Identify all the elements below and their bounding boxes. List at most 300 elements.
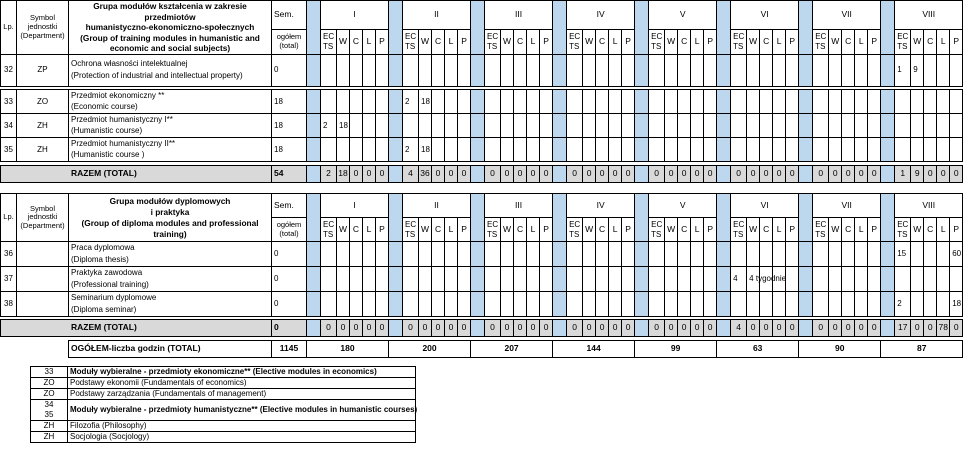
hour-type-header: P [950,30,963,54]
hours-cell [813,242,829,267]
hours-cell [691,113,704,137]
text-line: (Economic course) [71,102,138,112]
hours-cell [403,267,419,292]
blue-spacer [307,242,321,267]
blue-spacer [307,267,321,292]
hours-cell [622,267,635,292]
hours-cell [760,242,773,267]
ec-ts-header [813,30,829,54]
hour-type-header: P [786,218,799,242]
hour-type-header: C [842,30,855,54]
hours-cell [432,137,445,161]
text-line: TS [733,41,744,51]
total-cell: 17 [895,320,911,337]
text-line: TS [733,229,744,239]
hours-cell [540,113,553,137]
total-cell: 0 [337,320,350,337]
hour-type-header: W [829,30,842,54]
hour-type-header: P [786,30,799,54]
semester-header: IV [567,194,635,218]
row-department: ZP [17,54,69,86]
hours-cell [445,267,458,292]
semester-total: 207 [471,341,553,358]
semester-header: III [485,194,553,218]
text-line: TS [897,229,908,239]
hours-cell [813,113,829,137]
text-line: (Diploma thesis) [71,255,129,265]
hours-cell [678,267,691,292]
hours-cell [567,54,583,86]
hours-cell [458,292,471,317]
hours-cell [350,89,363,113]
sem-header: Sem. [272,1,307,30]
total-cell: 0 [760,320,773,337]
total-cell: 0 [609,320,622,337]
hour-type-header: P [868,218,881,242]
hours-cell [458,267,471,292]
hours-cell [485,54,501,86]
text-line: EC [815,219,827,229]
total-cell: 0 [760,166,773,183]
hours-cell [731,242,747,267]
total-cell: 0 [514,166,527,183]
ec-ts-header [567,218,583,242]
hours-cell [760,292,773,317]
hours-cell [363,89,376,113]
text-line: (Department) [20,220,65,230]
grand-total-value: 1145 [272,341,307,358]
blue-spacer [553,194,567,242]
hours-cell [485,113,501,137]
hours-cell: 4 [731,267,747,292]
hours-cell [501,267,514,292]
hours-cell [731,89,747,113]
blue-spacer [635,113,649,137]
text-line: Ochrona własności intelektualnej [71,59,188,69]
blue-spacer [553,267,567,292]
hours-cell [747,113,760,137]
total-cell: 0 [501,320,514,337]
hour-type-header: W [665,218,678,242]
hours-cell [842,267,855,292]
text-line: economic and social subjects) [109,43,231,53]
ec-ts-header [649,30,665,54]
blue-spacer [635,1,649,55]
hours-cell [527,113,540,137]
total-cell: 0 [813,320,829,337]
blue-spacer [471,242,485,267]
total-cell: 0 [485,166,501,183]
total-cell: 0 [376,320,389,337]
blue-spacer [635,194,649,242]
hours-cell [665,113,678,137]
hours-cell [540,292,553,317]
hours-cell [786,267,799,292]
row-department: ZH [17,113,69,137]
hours-cell [760,54,773,86]
module-name [69,137,272,161]
text-line: TS [405,41,416,51]
hour-type-header: P [704,218,717,242]
total-cell: 0 [691,320,704,337]
hours-cell [567,89,583,113]
hours-cell [458,137,471,161]
hours-cell [786,137,799,161]
blue-spacer [471,320,485,337]
hour-type-header: L [691,218,704,242]
hours-cell [622,137,635,161]
blue-spacer [799,320,813,337]
hours-cell [829,292,842,317]
legend-text: Moduły wybieralne - przedmioty ekonomiczne** (Elective modules in economics) [68,367,416,378]
semester-total: 87 [881,341,963,358]
ec-ts-header [485,30,501,54]
hours-cell [813,54,829,86]
hours-cell [855,54,868,86]
blue-spacer [799,137,813,161]
hours-cell [622,113,635,137]
blue-spacer [635,267,649,292]
text-line: TS [569,229,580,239]
hours-cell [786,89,799,113]
semester-header: VI [731,194,799,218]
hours-cell [350,54,363,86]
hours-cell [609,292,622,317]
text-line: (total) [279,40,299,50]
blue-spacer [717,89,731,113]
text-line: EC [487,219,499,229]
hours-cell [350,137,363,161]
blue-spacer [389,320,403,337]
hour-type-header: W [665,30,678,54]
hours-cell [842,292,855,317]
legend-text: Moduły wybieralne - przedmioty humanistyczne** (Elective modules in humanistic courses) [68,400,416,421]
hours-cell [527,267,540,292]
hours-cell [924,267,937,292]
hours-cell [363,113,376,137]
hours-cell [432,267,445,292]
total-cell: 0 [514,320,527,337]
hours-cell [622,89,635,113]
hours-cell [842,242,855,267]
hours-cell [432,292,445,317]
hours-cell [704,89,717,113]
text-line: Seminarium dyplomowe [71,293,157,303]
total-cell: 0 [376,166,389,183]
hours-cell [924,89,937,113]
row-total: 0 [272,292,307,317]
hour-type-header: L [363,218,376,242]
hours-cell [363,267,376,292]
text-line: Praktyka zawodowa [71,268,143,278]
hours-cell [540,137,553,161]
hours-cell [419,292,432,317]
hours-cell [527,242,540,267]
blue-spacer [717,267,731,292]
hour-type-header: W [583,30,596,54]
legend-code-text: ZO [43,378,55,387]
total-cell: 0 [350,166,363,183]
text-line: (Humanistic course ) [71,150,145,160]
hours-cell: 18 [337,113,350,137]
hour-type-header: W [419,218,432,242]
hours-cell [337,137,350,161]
hours-cell [829,267,842,292]
hours-cell [540,242,553,267]
legend-code-text: 35 [44,410,54,419]
hours-cell [376,113,389,137]
text-line: EC [569,219,581,229]
hours-cell [773,89,786,113]
hours-cell [924,292,937,317]
hours-cell [622,242,635,267]
hours-cell [501,113,514,137]
blue-spacer [307,137,321,161]
total-label: RAZEM (TOTAL) [1,320,272,337]
hours-cell [432,54,445,86]
blue-spacer [471,166,485,183]
total-value: 0 [272,320,307,337]
blue-spacer [389,113,403,137]
hour-type-header: L [937,30,950,54]
total-cell: 0 [527,320,540,337]
hours-cell [321,54,337,86]
hours-cell [403,54,419,86]
total-cell: 0 [445,320,458,337]
legend-table [30,366,416,443]
total-cell: 0 [403,320,419,337]
semester-header: VII [813,1,881,30]
blue-spacer [635,54,649,86]
total-cell: 0 [924,166,937,183]
empty-cell [1,341,69,358]
hours-cell [609,54,622,86]
hours-cell [950,54,963,86]
row-total: 0 [272,267,307,292]
hours-cell [596,113,609,137]
text-line: (Protection of industrial and intellectual property) [71,71,243,80]
hour-type-header: C [596,30,609,54]
text-line: EC [569,31,581,41]
hour-type-header: C [514,218,527,242]
text-line: jednostki [27,212,58,222]
ec-ts-header [895,218,911,242]
hours-cell [403,242,419,267]
hour-type-header: W [829,218,842,242]
text-line: humanistyczno-ekonomiczno-społecznych [85,22,255,32]
sem-header: Sem. [272,194,307,218]
total-value: 54 [272,166,307,183]
blue-spacer [389,1,403,55]
ec-ts-header [567,30,583,54]
total-cell: 0 [704,166,717,183]
legend-code-text: 33 [44,367,54,376]
hour-type-header: C [350,30,363,54]
hour-type-header: W [747,30,760,54]
hours-cell: 60 [950,242,963,267]
semester-header: IV [567,1,635,30]
hours-cell [337,292,350,317]
hours-cell [485,267,501,292]
hours-cell [937,242,950,267]
legend-text: Filozofia (Philosophy) [68,421,416,432]
hours-cell [665,267,678,292]
hours-cell [514,113,527,137]
row-department [17,292,69,317]
hours-cell [855,113,868,137]
hour-type-header: P [376,30,389,54]
text-line: EC [405,31,417,41]
blue-spacer [389,267,403,292]
row-total: 18 [272,113,307,137]
text-line: TS [487,41,498,51]
hours-cell: 18 [419,89,432,113]
hours-cell [567,267,583,292]
hours-cell [514,137,527,161]
blue-spacer [307,54,321,86]
hours-cell: 2 [403,137,419,161]
row-number: 35 [1,137,17,161]
hours-cell [350,242,363,267]
blue-spacer [471,113,485,137]
hours-cell [937,292,950,317]
total-cell: 0 [842,320,855,337]
hours-cell [485,137,501,161]
text-line: EC [651,219,663,229]
total-header [272,218,307,242]
hour-type-header: L [855,218,868,242]
hours-cell [458,54,471,86]
hours-cell [337,242,350,267]
hours-cell [950,267,963,292]
total-cell: 0 [350,320,363,337]
blue-spacer [389,242,403,267]
total-cell: 0 [813,166,829,183]
ec-ts-header [731,30,747,54]
hours-cell [868,242,881,267]
total-cell: 36 [419,166,432,183]
blue-spacer [799,194,813,242]
hour-type-header: L [773,218,786,242]
hours-cell [514,267,527,292]
blue-spacer [881,1,895,55]
blue-spacer [635,89,649,113]
row-number: 33 [1,89,17,113]
hours-cell [868,54,881,86]
blue-spacer [881,166,895,183]
blue-spacer [553,292,567,317]
hours-cell [829,89,842,113]
total-cell: 0 [596,320,609,337]
hours-cell [583,137,596,161]
blue-spacer [635,137,649,161]
hours-cell [432,242,445,267]
semester-header: V [649,194,717,218]
hours-cell [363,292,376,317]
text-line: Przedmiot humanistyczny I** [71,114,173,124]
total-cell: 0 [678,320,691,337]
total-cell: 0 [321,320,337,337]
hour-type-header: W [337,218,350,242]
hour-type-header: C [760,30,773,54]
hour-type-header: P [704,30,717,54]
hours-cell [649,89,665,113]
total-cell: 0 [665,320,678,337]
hours-cell: 9 [911,54,924,86]
hours-cell [911,267,924,292]
hour-type-header: C [432,30,445,54]
hours-cell [321,292,337,317]
module-name [69,89,272,113]
hours-cell [855,267,868,292]
row-department [17,242,69,267]
hours-cell [609,267,622,292]
hour-type-header: C [760,218,773,242]
blue-spacer [553,320,567,337]
text-line: TS [323,41,334,51]
hour-type-header: L [691,30,704,54]
hours-cell [649,267,665,292]
hours-cell [376,137,389,161]
hours-cell [773,292,786,317]
hours-cell [813,267,829,292]
hours-cell [350,267,363,292]
blue-spacer [717,113,731,137]
blue-spacer [881,292,895,317]
total-cell: 0 [622,166,635,183]
hour-type-header: C [596,218,609,242]
row-number: 38 [1,292,17,317]
legend-code-text: ZH [43,421,55,430]
hours-cell [419,54,432,86]
hours-cell [813,137,829,161]
total-cell: 0 [567,320,583,337]
hour-type-header: C [924,218,937,242]
hours-cell [691,89,704,113]
hours-cell [540,89,553,113]
total-cell: 0 [363,320,376,337]
blue-spacer [389,89,403,113]
total-cell: 0 [540,320,553,337]
hours-cell [527,54,540,86]
hours-cell [911,89,924,113]
hours-cell [609,113,622,137]
hours-cell [321,267,337,292]
hours-cell [895,267,911,292]
row-total: 0 [272,54,307,86]
blue-spacer [471,194,485,242]
total-cell: 0 [432,320,445,337]
hours-cell [868,89,881,113]
hours-cell [665,54,678,86]
hours-cell [678,242,691,267]
hours-cell [911,242,924,267]
text-line: EC [897,31,909,41]
text-line: ogółem [276,32,302,42]
hour-type-header: L [937,218,950,242]
hours-cell [445,242,458,267]
row-total: 18 [272,137,307,161]
total-cell: 4 [403,166,419,183]
hours-cell [445,113,458,137]
total-cell: 0 [501,166,514,183]
blue-spacer [307,292,321,317]
hour-type-header: P [622,218,635,242]
hours-cell [419,113,432,137]
hour-type-header: L [445,30,458,54]
hours-cell [376,267,389,292]
total-cell: 18 [337,166,350,183]
